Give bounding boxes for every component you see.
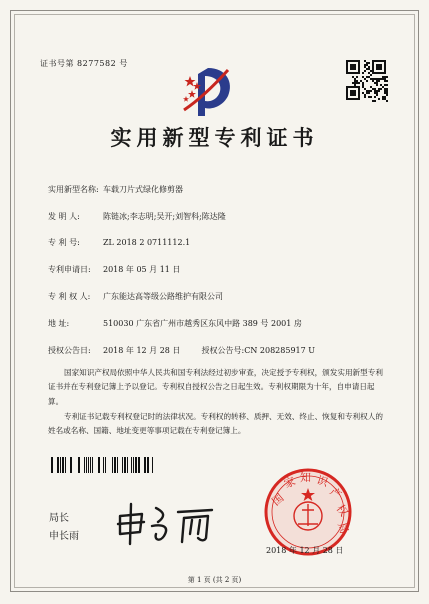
svg-text:家: 家 bbox=[282, 474, 298, 491]
field-label: 实用新型名称: bbox=[48, 185, 99, 194]
svg-text:权: 权 bbox=[333, 502, 351, 519]
page-number: 第 1 页 (共 2 页) bbox=[187, 576, 242, 584]
certificate-title: 实用新型专利证书 bbox=[110, 125, 319, 150]
paragraph-legal-status: 专利证书记载专利权登记时的法律状况。专利权的转移、质押、无效、终止、恢复和专利权人的姓名或名称、国籍、地址变更等事项记载在专利登记簿上。 bbox=[48, 412, 383, 436]
field-inventors bbox=[48, 211, 226, 222]
field-grant-announcement bbox=[48, 345, 315, 356]
grant-no-value: CN 208285917 U bbox=[244, 346, 315, 355]
signer-name: 申长雨 bbox=[49, 531, 79, 542]
field-value: 2018 年 05 月 11 日 bbox=[103, 265, 181, 274]
field-label: 地 址: bbox=[48, 319, 70, 328]
svg-text:识: 识 bbox=[315, 473, 330, 490]
patent-office-emblem-icon bbox=[178, 60, 240, 122]
field-value: ZL 2018 2 0711112.1 bbox=[103, 238, 191, 247]
cert-no-suffix: 号 bbox=[119, 59, 128, 68]
signer-title: 局长 bbox=[49, 513, 69, 524]
certificate-number bbox=[40, 58, 128, 69]
grant-date-label: 授权公告日: bbox=[48, 346, 91, 355]
field-label: 专 利 权 人: bbox=[48, 292, 91, 301]
field-value: 车载刀片式绿化修剪器 bbox=[103, 185, 183, 194]
field-label: 专 利 号: bbox=[48, 238, 80, 247]
svg-text:产: 产 bbox=[327, 484, 344, 502]
field-patent-number bbox=[48, 237, 190, 248]
field-label: 专利申请日: bbox=[48, 265, 91, 274]
field-label: 发 明 人: bbox=[48, 212, 80, 221]
field-address bbox=[48, 318, 302, 329]
cert-no-label: 证书号第 bbox=[40, 59, 74, 68]
cert-no-value: 8277582 bbox=[77, 59, 117, 68]
field-value: 广东能达高等级公路维护有限公司 bbox=[103, 292, 223, 301]
seal-date: 2018 年 12 月 28 日 bbox=[266, 546, 344, 555]
field-value: 510030 广东省广州市越秀区东风中路 389 号 2001 房 bbox=[103, 319, 302, 328]
svg-text:国: 国 bbox=[269, 491, 287, 509]
handwritten-signature-icon bbox=[112, 496, 216, 548]
svg-text:局: 局 bbox=[335, 520, 351, 536]
field-application-date bbox=[48, 264, 180, 275]
field-utility-model-name bbox=[48, 184, 183, 195]
grant-no-label: 授权公告号: bbox=[201, 346, 245, 355]
barcode-icon bbox=[49, 457, 153, 473]
field-value: 陈链冰;李志明;吴开;刘智科;陈达隆 bbox=[103, 212, 226, 221]
paragraph-grant-decision: 国家知识产权局依照中华人民共和国专利法经过初步审查，决定授予专利权，颁发实用新型专利证书并在专利登记簿上予以登记。专利权自授权公告之日起生效。专利权期限为十年，自申请日起算。 bbox=[48, 368, 383, 406]
qr-code-icon bbox=[346, 60, 388, 102]
field-patentee bbox=[48, 291, 223, 302]
svg-text:知: 知 bbox=[300, 471, 311, 484]
grant-date-value: 2018 年 12 月 28 日 bbox=[103, 346, 181, 355]
